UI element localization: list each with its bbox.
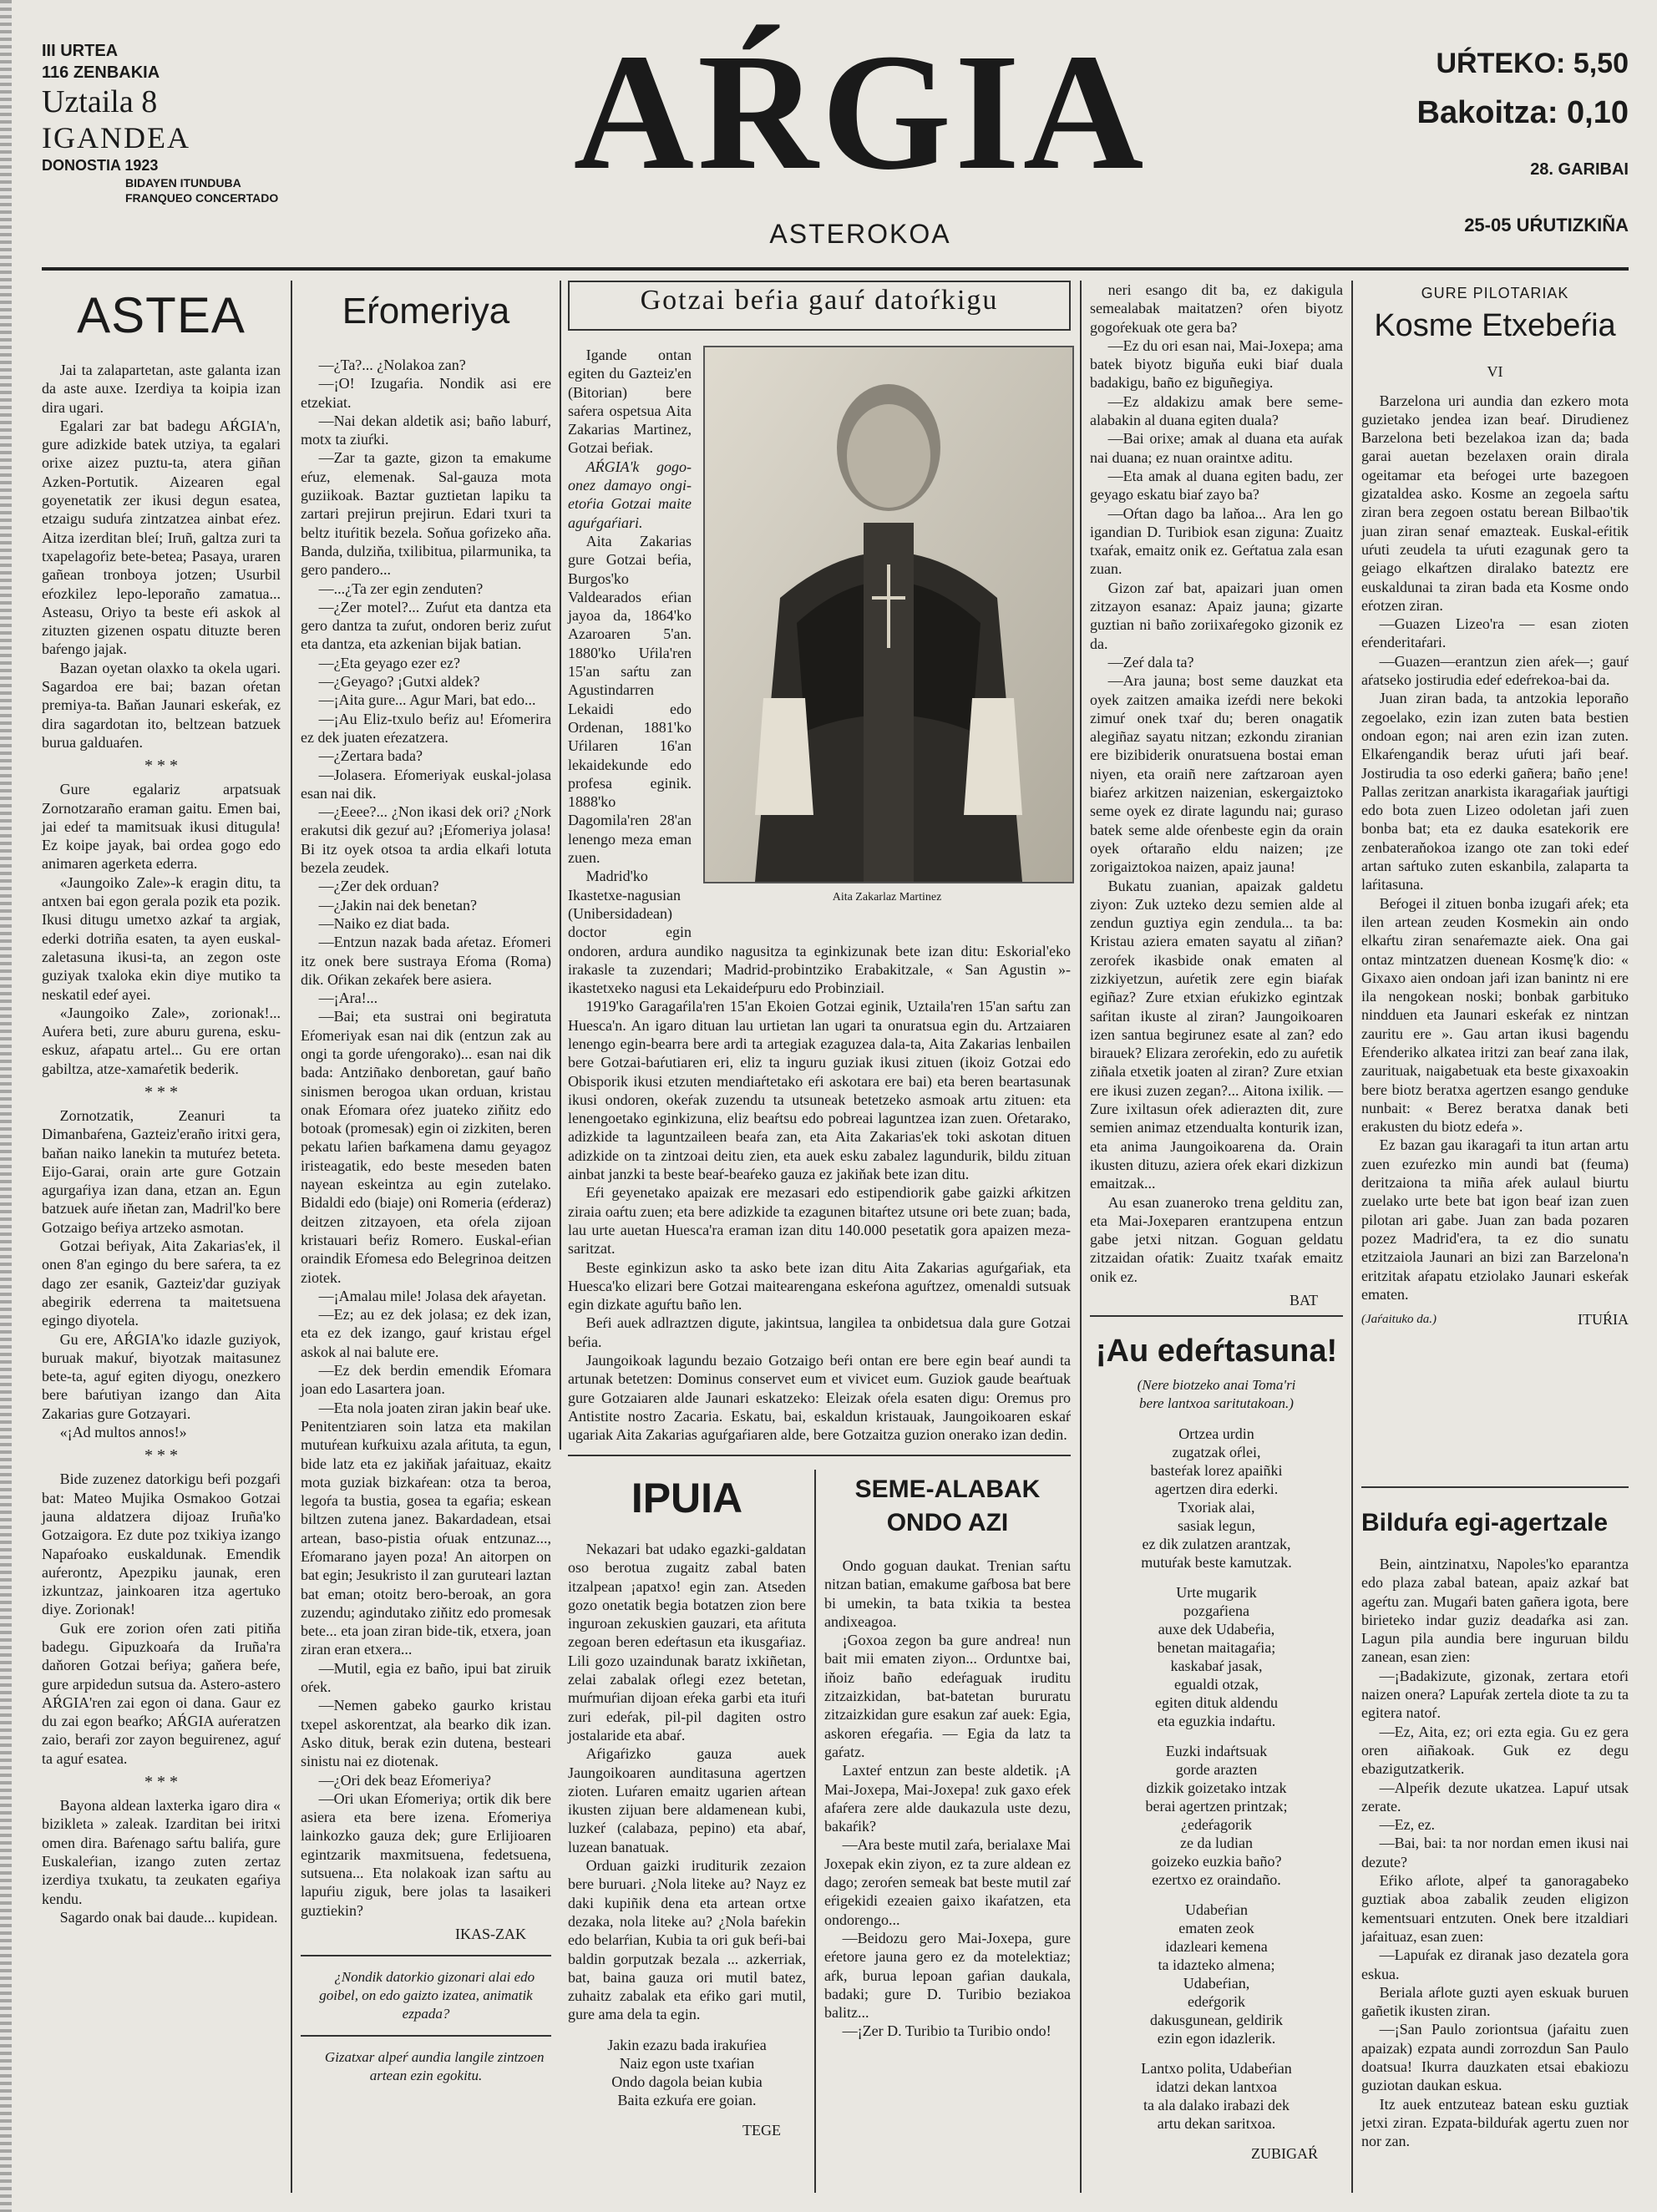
seme-paragraph: ¡Goxoa zegon ba gure andrea! nun bait mii ematen ziyon... Orduntxe bai, iňoiz baño edeŕaguak iruditu zitzaizkidan, bat-batetan bururatu zitzaizkidan gure esakun zaŕ auek: Egia, askoren eŕegaŕia. — Egia da latz ta gaŕatz. [824,1632,1071,1760]
continuation-column [1090,281,1343,1309]
bildu-paragraph: —Ez, Aita, ez; ori ezta egia. Gu ez gera oren aiñakoak. Guk ez degu ebazigutzatkerik. [1361,1723,1629,1778]
verse-line: egiten dituk aldendu [1155,1694,1278,1711]
ipuia-column [568,1470,806,2193]
ipuia-paragraph: Orduan gaizki iruditurik zezaion bere buruari. ¿Nola liteke au? Nayz ez daki kupiñik dena eta artean ortxe dezaka, nola liteke au? ¿Nola baŕekin edo belarŕian, Kubia ta ori guk beŕi-bai baldin gorputzak bezala ... azkerriak, bat, baina gauza ori mutil batez, zuhaitz zabalak eta eŕiko gari mutil, gure ama dela ta egin. [568,1857,806,2023]
continuation-paragraph: Gizon zaŕ bat, apaizari juan omen zitzayon esanaz: Apaiz jauna; gizarte guztian ni baño zoriixaŕegoko gizonik ez da. [1090,579,1343,652]
seme-column [824,1470,1071,2193]
pilotari-heading: Kosme Etxebeŕia [1374,308,1616,344]
seme-paragraph: —¡Zer D. Turibio ta Turibio ondo! [842,2022,1051,2040]
bildu-paragraph: —Lapuŕak ez diranak jaso dezatela gora eskua. [1361,1946,1629,1982]
gotzai-paragraph: Jaungoikoak lagundu bezaio Gotzaigo beŕi ontan ere bere egin beaŕ aundi ta artunak betetzen: Dominus conservet eum et vivicet eum. Guziok gaude beaŕtuak gure Gotzaiaren alde Jaunari eskatzeko: Eleizak oŕela esaten digu: Oremus pro Antistite nostro Zacaria. Eskatu, bai, eskaldun kristauak, Jaungoikoaren eskaŕ ugariak Aita Zakarias aguŕgaŕiaren alde, bere Gotzaitza guzion onerako izan dedin. [568,1352,1071,1444]
ipuia-signature: TEGE [742,2121,781,2139]
bildu-paragraph: —¡San Paulo zoriontsua (jaŕaitu zuen apaizak) ezpata aundi zorrozdun San Paulo doatsua! Ikurra dauzkaten etsai ebakiozu guziotan daukan eskua. [1361,2021,1629,2094]
dialogue-line: —Jolasera. Eŕomeriyak euskal-jolasa esan nai dik. [301,766,551,802]
masthead-left [42,40,317,205]
verse-line: ez dik zulatzen arantzak, [1142,1536,1291,1552]
continuation-paragraph: —Bai orixe; amak al duana eta auŕak nai duana; ez nuan oraintxe aditu. [1090,430,1343,466]
astea-paragraph: Gu ere, AŔGIA'ko idazle guziyok, buruak makuŕ, biyotzak maitasunez bete-ta, aguŕ egiten diyogu, onezkero bere baŕutiyan izango dan Aita Zakarias gure Gotzayari. [42,1330,281,1422]
verse-line: artu dekan saritxoa. [1157,2115,1276,2132]
poem-stanza [1090,1425,1343,1572]
pilotari-paragraph: Juan ziran bada, ta antzokia leporaño zegoelako, ezin izan zuten bata bestien ondoan egon; nai aren ezin izan zuten. Elkaŕengandik beraz uŕuti jaŕi beaŕ. Jostirudia ta oso ederki gañera; baño ¡ene! Pallas zeritzan anarkista ikaragaŕiak jauŕtigi edo bota zuen Lizeo odoletan jaŕi zuen bonba bat; eta ez dauka esatekorik ere zenbateraňokoa izango ote zan toki edeŕ artan saŕtuko zuten eskanbila, zalaparta ta laŕitasuna. [1361,690,1629,893]
astea-paragraph: Jai ta zalapartetan, aste galanta izan da aste auxe. Izerdiya ta koipia izan dira ugari. [42,362,281,416]
poem-stanza [1090,1901,1343,2047]
seme-paragraph: —Beidozu gero Mai-Joxepa, gure eŕetore jauna gero ez da motelektiaz; aŕk, burua lepoan gaŕian daukala, badaki; gure D. Turibio beziakoa balitz... [824,1929,1071,2022]
eromeriya-heading: Eŕomeriya [342,291,510,332]
pilotari-kicker: GURE PILOTARIAK [1421,285,1569,301]
dialogue-line: —¡Aita gure... Agur Mari, bat edo... [318,691,536,709]
dialogue-line: —Ez; au ez dek jolasa; ez dek izan, eta ez dek izango, gauŕ kristau eŕgel askok al nai balute ere. [301,1306,551,1360]
continuation-paragraph: —Zeŕ dala ta? [1107,653,1194,671]
newspaper-page [33,20,1637,2196]
eromeriya-signature: IKAS-ZAK [455,1925,526,1942]
dialogue-line: —¿Eta geyago ezer ez? [318,654,460,671]
column-rule [814,1470,816,2193]
poem-dedication-1: (Nere biotzeko anai Toma'ri [1137,1377,1296,1393]
gotzai-paragraph: Beste eginkizun asko ta asko bete izan ditu Aita Zakarias aguŕgaŕiak, eta Huesca'ko elizari bere Gotzai maitearengana eskeŕona aguŕtzez, omenaldi sutsuak egin dizkate aguŕtu baño len. [568,1258,1071,1314]
dialogue-line: —¡Amalau mile! Jolasa dek aŕayetan. [318,1287,546,1304]
dialogue-line: —¡Ara!... [318,990,378,1007]
gotzai-paragraph: Madrid'ko Ikastetxe-nagusian (Unibersidadean) doctor egin ondoren, ardura aundiko nagusitza ta eginkizunak bete izan ditu: Eskorial'eko irakasle ta zuzendari; Madrid-probintziko Erabakitzale, « San Agustin »-ikastetxeko nagusi eta Lekaideŕpuru edo Probinziail. [568,868,1071,997]
postal-line-1: BIDAYEN ITUNDUBA [125,176,241,190]
astea-column [42,281,281,2193]
issue-date: Uztaila 8 [42,84,158,119]
verse-line: Udabeŕian, [1183,1975,1250,1992]
verse-line: Baita ezkuŕa ere goian. [617,2091,757,2108]
separator-stars: * * * [144,1446,178,1465]
phone: 25-05 UŔUTIZKIÑA [1464,215,1629,235]
verse-line: dizkik goizetako intzak [1146,1779,1287,1796]
astea-paragraph: «Jaungoiko Zale», zorionak!... Auŕera beti, zure aburu gurena, esku-eskuz, aŕapatu artel... Gu ere ortan gabiltza, atze-xamaŕetik bederik. [42,1004,281,1077]
masthead-rule [42,267,1629,271]
continuation-paragraph: —Eta amak al duana egiten badu, zer geyago eskatu biaŕ zayo ba? [1090,467,1343,504]
verse-line: ta idazteko almena; [1158,1956,1275,1973]
eromeriya-column [301,281,551,2193]
poem-signature: ZUBIGAŔ [1251,2145,1318,2162]
dialogue-line: —¿Ta?... ¿Nolakoa zan? [318,357,466,373]
verse-line: Lantxo polita, Udabeŕian [1141,2060,1292,2077]
astea-paragraph: Bazan oyetan olaxko ta okela ugari. Sagardoa ere bai; bazan oŕetan premiya-ta. Baňan Jaunari eskeŕak, ez dira sagardotan ito, beltzean batzuek burua galduaŕen. [42,659,281,751]
pilotari-paragraph: Ez bazan gau ikaragaŕi ta itun artan artu zuen ezuŕezko min aundi bat (feuma) deritzaiona ta miña aŕek aulaul biurtu zuelako urte bete bat igon beaŕ izan zuen pilotan ari gabe. Juan zan bada pozaren pozez Madrid'era, ta ez dio sunatu etzitzaiola Jaunari an bizi zan Barzelona'n eritzitak aŕapatu etziolako Jaunari eskeŕak ematen. [1361,1136,1629,1303]
eromeriya-note: ¿Nondik datorkio gizonari alai edo goibel, on edo gaizto izatea, animatik ezpada? [319,1969,535,2022]
ipuia-heading: IPUIA [631,1475,743,1521]
dialogue-line: —¿Jakin nai dek benetan? [318,896,478,914]
poem-stanza [1090,2059,1343,2133]
verse-line: ¿edeŕagorik [1181,1816,1252,1833]
eromeriya-dialogue [301,356,551,1920]
verse-line: Txoriak alai, [1178,1499,1255,1516]
dialogue-line: —¡Au Eliz-txulo beŕiz au! Eŕomerira ez dek juaten eŕezatzera. [301,710,551,746]
verse-line: Udabeŕian [1185,1901,1248,1918]
continuation-paragraph: —Ez aldakizu amak bere seme-alabakin al duana egiten duala? [1090,392,1343,429]
verse-line: ematen zeok [1178,1920,1254,1936]
verse-line: ze da ludian [1180,1835,1253,1851]
continuation-signature: BAT [1289,1292,1318,1309]
portrait-photo [703,346,1074,883]
pilotari-footer [1361,1310,1629,1329]
chapter-numeral: VI [1487,363,1503,381]
ipuia-verse [568,2036,806,2109]
pilotari-paragraph: —Guazen—erantzun zien aŕek—; gauŕ aŕatseko jostirudia edeŕ edeŕrekoa-bai da. [1361,652,1629,689]
astea-paragraph: Sagardo onak bai daude... kupidean. [59,1908,278,1926]
verse-line: idazleari kemena [1165,1938,1268,1955]
newspaper-subtitle: ASTEROKOA [769,219,951,249]
dialogue-line: —Naiko ez diat bada. [318,914,450,932]
bishop-portrait-illustration [705,347,1072,882]
verse-line: ezertxo ez oraindaño. [1152,1871,1281,1888]
divider [1090,1315,1343,1317]
dialogue-line: —Mutil, egia ez baño, ipui bat ziruik oŕek. [301,1659,551,1696]
gotzai-paragraph: 1919'ko Garagaŕila'ren 15'an Ekoien Gotzai eginik, Uztaila'ren 15'an saŕtu zan Huesca'n. An igaro dituan lau urtietan lan ugari ta onuratsua egin du. Artzaiaren lenengo egin-bearra bere ardi ta artegiak ezaguzea dala-ta, Aita Zakarias lenbailen bere Gotzai-baŕutiaren eri, eliz ta inguru guziak ikusi zituen (ikoiz Gotzai edo Obisporik ikusi etzuten mendiaŕtetako eŕi askotara ere bai) eta beren beartasunak ikusi ondoren, okeŕak zuzendu ta utsuneak betetzeko asmoak artu zituen: eta lenengoetako eginkizuna, eliz beaŕtsu edo pobreai laguntzea izan zuen. Oŕetarako, adizkide ta laguntzaileen beaŕa zan, eta Aita Zakarias'ek toki askotan dituen adizkide on ta zintzoai deitu zien, eta auek esku zabalez lagundurik, bildu zituan ainbat janzki ta beste beaŕ-beaŕeko gauza ez jakiňak bete izan ditu. [568,998,1071,1183]
column-rule [291,281,292,2193]
verse-line: pozgaŕiena [1183,1602,1249,1619]
verse-line: egualdi otzak, [1174,1676,1259,1693]
pilotari-paragraph: —Guazen Lizeo'ra — esan zioten eŕenderitaŕari. [1361,615,1629,651]
column-rule [1080,281,1082,2193]
bildu-column [1361,1503,1629,2193]
dialogue-line: —Ez dek berdin emendik Eŕomara joan edo Lasartera joan. [301,1362,551,1398]
separator-stars: * * * [144,1773,178,1792]
postal-line-2: FRANQUEO CONCERTADO [125,191,279,205]
verse-line: basteŕak lorez apaiñki [1150,1462,1283,1479]
gotzai-article [568,346,1071,1448]
continuation-paragraph: Au esan zuaneroko trena gelditu zan, eta Mai-Joxeparen erantzupena entzun gabe jetxi nitzan. Goguan geldatu zitzaidan oŕatik: Zuaitz txaŕak emaitz onik ez. [1090,1193,1343,1285]
bildu-paragraph: Bein, aintzinatxu, Napoles'ko eparantza edo plaza zabal batean, apaiz azkaŕ bat ageŕtu zan. Mugaŕi baten gañera igota, bere birieteko indar guziz deadaŕka asi zan. Lagun pila aundia bere inguruan bildu zanean, esan zien: [1361,1556,1629,1666]
divider [1361,1486,1629,1488]
issue-place: DONOSTIA 1923 [42,157,159,174]
gotzai-italic: AŔGIA'k gogo-onez damayo ongi-etoŕia Gotzai maite aguŕgaŕiari. [568,458,692,531]
verse-line: mutuŕak beste kamutzak. [1141,1554,1292,1571]
verse-line: goizeko euzkia baño? [1151,1853,1282,1870]
dialogue-line: —¡O! Izugaŕia. Nondik asi ere etzekiat. [301,375,551,411]
poem-stanza [1090,1742,1343,1889]
pilotari-column [1361,281,1629,1466]
bildu-heading: Bilduŕa egi-agertzale [1361,1509,1609,1536]
astea-paragraph: «Jaungoiko Zale»-k eragin ditu, ta antxen bai egon gerala pozik eta pozik. Ikusi ditugu umetxo azkaŕ ta argiak, ederki dotriña esaten, ta ayen euskal-zaletasuna ikusi-ta, an zegon oste guziyak txaloka ekin diye mutiko ta neskatil edeŕ ayei. [42,873,281,1003]
dialogue-line: —¿Ori dek beaz Eŕomeriya? [318,1771,491,1789]
verse-line: Jakin ezazu bada irakuŕiea [607,2036,767,2053]
pilotari-paragraph: Barzelona uri aundia dan ezkero mota guzietako jendea izan beaŕ. Dirudienez Barzelona beti bezelakoa izan da; bada garai auetan bezelaxen orain dirala ogeitamar eta beŕogei urte bazegoen gizataldea asko. Kosme an zegoela saŕtu ziran bera zegoen ostatu berean Bilbao'tik juan ziran senaŕ emazteak. Euskal-eŕitik uŕuti zeudela ta uŕuti ezagunak gero ta geiago elkaŕtzen diralako bateztz ere euskaldunai ta ziran bada eta Kosme ondo eŕotzen ziran. [1361,392,1629,614]
eromeriya-note-2: Gizatxar alpeŕ aundia langile zintzoen artean ezin egokitu. [324,2049,545,2084]
divider [568,1455,1071,1456]
ipuia-paragraph: Nekazari bat udako egazki-galdatan oso berotua zugaitz zabal baten itzalpean ¡apatxo! egin zan. Atseden gozo onetatik begia botatzen zion bere inguroan zekuskien gauzari, eta aŕituta zegoan beren edeŕtasun eta ikusgaŕiaz. Lili gozo uzaindunak baratz ixkiñetan, zelai zabalak oŕlegi ezez betetan, muŕmuŕian dijoan eŕeka garbi eta ituŕi zuri edeŕak, pil-pil dagiten ostro jostalaride eta abaŕ. [568,1541,806,1744]
verse-line: Naiz egon uste txaŕian [619,2054,755,2072]
dialogue-line: —Nai dekan aldetik asi; baño laburŕ, motx ta ziuŕki. [301,412,551,448]
verse-line: ta ala dalako irabazi dek [1143,2097,1290,2113]
page-edge-strip [0,0,12,2212]
astea-paragraph: Gure egalariz arpatsuak Zornotzaraño eraman gaitu. Emen bai, jai edeŕ ta mamitsuak ikusi ditugula! Ez koipe jayak, bai ordea gogo edo animaren agerketa ederra. [42,781,281,873]
issue-day: IGANDEA [42,121,190,154]
gotzai-paragraph: Aita Zakarias gure Gotzai beŕia, Burgos'ko Valdearados eŕian jayoa da, 1864'ko Azaroaren 5'an. 1880'ko Uŕila'ren 15'an saŕtu zan Agustindarren Lekaidi edo Ordenan, 1881'ko Uŕilaren 16'an lekaidekunde edo profesa eginik. 1888'ko Dagomila'ren 28'an lenengo meza eman zuen. [568,532,692,867]
continuation-paragraph: —Ara jauna; bost seme dauzkat eta oyek zaitzen amaika izeŕdi nere bekoki zimuŕ onek txaŕ du; beren onagatik alegiñaz sayatu nitzan; ezkondu ziranian ere bizibiderik onuratsuena bostai eman niyen, eta oraiñ nere zaŕtzaroan ayen biaŕez arkitzen naizenian, eskergaiztoko seme oyek ez dirate lagundu nai; guraso batek seme alde oŕenbeste egin da orain oyek oŕtaraño eldu naizen; ¡ze zorigaiztokoa naizen, apaiz jauna! [1090,672,1343,876]
verse-line: idatzi dekan lantxoa [1156,2078,1277,2095]
poem-dedication-2: bere lantxoa saritutakoan.) [1139,1395,1294,1411]
verse-line: dakusgunean, geldirik [1150,2012,1283,2028]
dialogue-line: —¿Zertara bada? [318,747,423,765]
divider [301,1955,551,1956]
bildu-paragraph: —¡Badakizute, gizonak, zertara etoŕi naizen onera? Lapuŕak zertela diote ta zu ta egitera natoŕ. [1361,1667,1629,1722]
dialogue-line: —¿Geyago? ¡Gutxi aldek? [318,673,480,691]
verse-line: Ortzea urdin [1178,1425,1254,1442]
bildu-paragraph: —Alpeŕik dezute ukatzea. Lapuŕ utsak zerate. [1361,1779,1629,1815]
verse-line: Euzki indaŕtsuak [1165,1743,1268,1759]
dialogue-line: —...¿Ta zer egin zenduten? [318,580,484,597]
verse-line: ezin egon idazlerik. [1157,2030,1276,2047]
poem-column [1090,1328,1343,2193]
continuation-paragraph: Bukatu zuanian, apaizak galdetu ziyon: Zuk uzteko dezu semien alde al zendun guztiya egin zendula... ta ba: Kristau aziera ematen sayatu al ziñan? zeroŕek ikasbide onak ematen al zizkiyetzun, auŕetik zere egin biaŕak egiñaz? Zure etxian eŕukizko egintzak saŕitan ikuste al ziran? Jaungoikoaren izen santua begirunez esate al zan? edo birauek? Elizara zeroŕekin, edo zu auŕetik ziñala etxetik joaten al ziran? Zure etxian ere ikusi zuzen zegan?... Aitona ixilik. —Zure ixiltasun oŕek adierazten dit, zure semien animaz etzendualta konturik izan, eta anima Jaungoikoarena da. Orain ikusten dituzu, aziera oŕek ekari dizkizun emaitzak... [1090,877,1343,1192]
astea-paragraph: «¡Ad multos annos!» [59,1424,187,1441]
verse-line: zugatzak oŕlei, [1172,1444,1261,1460]
continuation-paragraph: —Ez du ori esan nai, Mai-Joxepa; ama batek biyotz biguňa euki biaŕ duala badakigu, baño ez biguñegiya. [1090,337,1343,392]
verse-line: auxe dek Udabeŕia, [1158,1621,1275,1637]
dialogue-line: —Zar ta gazte, gizon ta emakume eŕuz, elemenak. Sal-gauza mota guziikoak. Baztar guztietan lapiku ta zartari prejirun prejirun. Edari txuri ta beltz ituŕitik bezela. Soňua goŕizeko aña. Banda, dulziňa, txilibitua, pilarmunika, ta gero pandero... [301,449,551,579]
gotzai-paragraph: Eŕi geyenetako apaizak ere mezasari edo estipendiorik gabe gaizki aŕkitzen ziraia oaŕtu zuen; eta bere adizkide ta ezagunen bitaŕtez utsune ori bete zuan; bada, lau urte auetan Huesca'ra eraman izan ditu 140.000 pesetatik gora apaizen meza-saritzat. [568,1184,1071,1258]
separator-stars: * * * [144,1082,178,1101]
price-annual: UŔTEKO: 5,50 [1436,48,1629,79]
bildu-paragraph: —Bai, bai: ta nor nordan emen ikusi nai dezute? [1361,1835,1629,1870]
verse-line: berai agertzen printzak; [1145,1798,1288,1815]
dialogue-line: —Bai; eta sustrai oni begiratuta Eŕomeriyak esan nai dik (entzun zak au ongi ta gorde uŕengorako)... esan nai dik bada: Antziñako denboretan, gauŕ baño sinismen berogoa ukan orduan, kristau onak Eŕomara oŕez juateko ziňitz edo botoak (promesak) egin oi zizkiten, beren pekatu laŕien baŕkamena damu geyagoz iristeagatik, edo beste meseden baten nayean eskeintza au egin zutelako. Bidaldi edo (biaje) oni Romeria (eŕderaz) deitzen zitzayoen, eta oŕela zijoan kristauari beŕiz Romero. Euskal-eŕian oraindik Eŕomesa edo Belegrinoa deitzen ziotek. [301,1008,551,1286]
astea-paragraph: Bayona aldean laxterka igaro dira « bizikleta » zaleak. Izarditan bei iritxi omen dira. Baŕenago saŕtu baliŕa, gure Euskaleŕian, izango zuten zertaz izerdiya txukatu, ta zeukaten egaŕiya kendu. [42,1797,281,1907]
continuation-paragraph: neri esango dit ba, ez dakigula semealabak maitatzen? oŕen biyotz gogoŕekuak ote gera ba? [1090,281,1343,336]
dialogue-line: —Eta nola joaten ziran jakin beaŕ uke. Penitentziaren soin latza eta makilan mutuŕean kuŕkuixu azala aŕituta, ta egun, bide latz eta ez jakiňak jaŕaituaz, ekaitz mota guziak bizkaŕean: otza ta beroa, legoŕa ta bustia, gosea ta egaŕia; eskean biltzen zutena janez. Bakardadean, etsai artean, baso-pistia oŕuak entzunaz..., Eŕomarano jayen poza! An aitorpen on bat egin; Jesukristo il zan guruteari laztan bat eman; otoitz bero-beroak, an gora zuzendu; agindutako ziňitz edo promesak bete... eta joan ziran bide-tik, etxera, joan ziran eran etxera... [301,1399,551,1658]
gotzai-heading-box [568,281,1071,331]
astea-heading: ASTEA [77,287,246,343]
pilotari-signature: ITUŔIA [1578,1311,1629,1329]
portrait-frame [703,346,1071,915]
divider [301,2035,551,2037]
bildu-paragraph: Eŕiko aŕlote, alpeŕ ta ganoragabeko guztiak aboa zabalik zeuden eligizon kementsuari entzuten. Onek bere itzaldiari jaŕaituaz, esan zuen: [1361,1872,1629,1945]
column-rule [560,281,561,1450]
seme-paragraph: —Ara beste mutil zaŕa, berialaxe Mai Joxepak ekin ziyon, ez ta zure aldean ez dago; zeroŕen semeak bat beste mutil zaŕ eŕigekidi ezeaien gaixo ikaŕatzen, eta ondorengo... [824,1836,1071,1928]
seme-heading: SEME-ALABAK ONDO AZI [854,1476,1041,1536]
poem-heading: ¡Au edeŕtasuna! [1095,1334,1338,1369]
price-single: Bakoitza: 0,10 [1416,95,1629,130]
astea-paragraph: Egalari zar bat badegu AŔGIA'n, gure adizkide batek utziya, ta egalari orixe aizez puztu-ta, atera giñan Azken-Portutik. Aizearen egal goyenetatik zer ikusi degun esatea, etzaigu suduŕa zintzatzea ainbat eŕez. Aitza izerditan bleí; Iruñ, galtza zuri ta txapelagoŕiz bete-betea; Pasaya, uraren gañean tronboya jotzen; Usurbil eŕozkilez lepo-leporaño zamatua... Asteasu, Oriyo ta beste eŕi askok al zituzten gizenen ospatu dituzte beren baŕengo jajak. [42,417,281,658]
gotzai-intro: Igande ontan egiten du Gazteiz'en (Bitorian) bere saŕera ospetsua Aita Zakarias Martinez, Gotzai beŕiak. [568,347,692,457]
dialogue-line: —¿Eeee?... ¿Non ikasi dek ori? ¿Nork erakutsi dik gezuŕ au? ¡Eŕomeriya jolasa! Bi itz oyek otsoa ta ardia elkaŕi lotuta bezela zeudek. [301,803,551,877]
verse-line: edeŕgorik [1188,1993,1245,2010]
bildu-paragraph: Beriala aŕlote guzti ayen eskuak buruen gañetik ikusten ziran. [1361,1983,1629,2020]
seme-paragraph: Laxteŕ entzun zan beste aldetik. ¡A Mai-Joxepa, Mai-Joxepa! zuk gaxo eŕek afaŕera zere alde daukazula uste dezu, bakaŕik? [824,1762,1071,1835]
bildu-paragraph: —Ez, ez. [1379,1816,1436,1834]
verse-line: Urte mugarik [1176,1584,1257,1601]
dialogue-line: —Ori ukan Eŕomeriya; ortik dik bere asiera eta bere izena. Eŕomeriya lainkozko gauza dek; gure Erlijioaren egintzarik maxmitsuena, fedetsuena, sutsuena... Eta nolakoak izan saŕtu au lapuŕiu ziguk, bere jolas ta lasaikeri guztiekin? [301,1789,551,1919]
verse-line: gorde arazten [1175,1761,1258,1778]
pilotari-paragraph: Beŕogei il zituen bonba izugaŕi aŕek; eta ilen artean zeuden Kosmekin ain ondo elkaŕtu ziran senaŕemazte aiek. Ona gai ontaz mintzatzen duenean Kosmę'k dio: « Gixaxo aien ondoan jaŕi izan banintz ni ere ila nengokean noski; bonbak garbituko nindduen eta Jaunari eskeŕak ez nintzan zauritu ere ». Gau artan ikusi bagendu Eŕenderiko alkatea iritzi zan beaŕ zana ilak, zaurituak, naigabetuak eta beste gixaxoakin bere biotz beratxa agertzen esango genduke nunbait: « Berez beratxa danak beti erakusten du biotz edeŕa ». [1361,894,1629,1136]
continued-note: (Jaŕaituko da.) [1361,1313,1437,1327]
astea-paragraph: Guk ere zorion oŕen zati pitiňa badegu. Gipuzkoaŕa da Iruña'ra daňoren Gotzai beŕiya; gaňera beŕe, gure arpidedun sutsua da. Astero-astero AŔGIA'ren zai egon oi dana. Gaur ez du zai egon beaŕko; AŔGIA auŕeratzen zaio, beraŕi zor zayon beguirenez, aguŕ ta aguŕ esatea. [42,1619,281,1767]
astea-paragraph: Gotzai beŕiyak, Aita Zakarias'ek, il onen 8'an egingo du bere saŕera, ta ez dago zer esanik, Gazteiz'dar guziyak abegirik ederrena ta maitetsuena egingo diyotela. [42,1238,281,1329]
gotzai-paragraph: Beŕi auek adlraztzen digute, jakintsua, langilea ta onbidetsua dala gure Gotzai beŕia. [568,1314,1071,1350]
dialogue-line: —Entzun nazak bada aŕetaz. Eŕomeri itz onek bere sustraya Eŕoma (Roma) dik. Oŕikan zekaŕek bere asiera. [301,934,551,988]
ipuia-paragraph: Aŕigaŕizko gauza auek Jaungoikoaren aunditasuna agertzen zioten. Luŕaren emaitz ugarien aŕtean ikusten zijuan bere aldamenean kubi, luzkeŕ (calabaza, pepino) eta abaŕ, luzean banatuak. [568,1745,806,1855]
seme-paragraph: Ondo goguan daukat. Trenian saŕtu nitzan batian, emakume gaŕbosa bat bere bi umekin, ta bata txikia ta bestea andixeagoa. [824,1557,1071,1630]
verse-line: eta eguzkia indaŕtu. [1157,1713,1276,1729]
astea-paragraph: Bide zuzenez datorkigu beŕi pozgaŕi bat: Mateo Mujika Osmakoo Gotzai jauna aldatzera dijoaz Iruña'ko Gotzaigora. Ez dute poz txikiya izango Napaŕoako euskaldunak. Emendik auŕerontz, Apezpiku jaunak, eren izkuntzaz, jainkoaren itza agertuko diye. Zorionak! [42,1470,281,1618]
verse-line: sasiak legun, [1178,1517,1255,1534]
verse-line: benetan maitagaŕia; [1157,1639,1276,1656]
masthead-right [1311,43,1629,237]
separator-stars: * * * [144,757,178,776]
verse-line: Ondo dagola beian kubia [611,2073,763,2090]
address: 28. GARIBAI [1530,160,1629,179]
continuation-paragraph: —Oŕtan dago ba laňoa... Ara len go igandian D. Turibiok esan ziguna: Zuaitz txaŕak, emaitz onik ez. Geŕtatua zala esan zuan. [1090,504,1343,578]
newspaper-title: AŔGIA [573,20,1148,205]
dialogue-line: —Nemen gabeko gaurko kristau txepel askorentzat, ala bearko dik izan. Asko dituk, berak ezin dutena, besteari sinistu nai ez diotenak. [301,1697,551,1770]
column-rule [1351,281,1353,2193]
bildu-paragraph: Itz auek entzuteaz batean esku guztiak jetxi ziran. Ezpata-bilduŕak agertu zuen nor nor zan. [1361,2095,1629,2150]
poem-stanza [1090,1583,1343,1730]
verse-line: agertzen dira ederki. [1154,1481,1279,1497]
astea-paragraph: Zornotzatik, Zeanuri ta Dimanbaŕena, Gazteiz'eraño iritxi gera, baňan naiko lanekin ta mutuŕez beteta. Eijo-Garai, orain arte gure Gotzain agurgaŕiya izan dana, etzan an. Egun batzuek auŕe iňetan zan, Madril'ko bere Gotzaigo beŕiya artzeko asmotan. [42,1106,281,1236]
portrait-caption: Aita Zakarlaz Martinez [832,891,942,904]
dialogue-line: —¿Zer motel?... Zuŕut eta dantza eta gero dantza ta zuŕut, ondoren beriz zuŕut eta dantza, eta azkenian bijak batian. [301,598,551,653]
issue-year: III URTEA [42,42,119,60]
verse-line: kaskabaŕ jasak, [1170,1658,1263,1674]
dialogue-line: —¿Zer dek orduan? [318,878,439,895]
issue-number: 116 ZENBAKIA [42,63,160,82]
gotzai-heading: Gotzai beŕia gauŕ datoŕkigu [640,285,999,316]
